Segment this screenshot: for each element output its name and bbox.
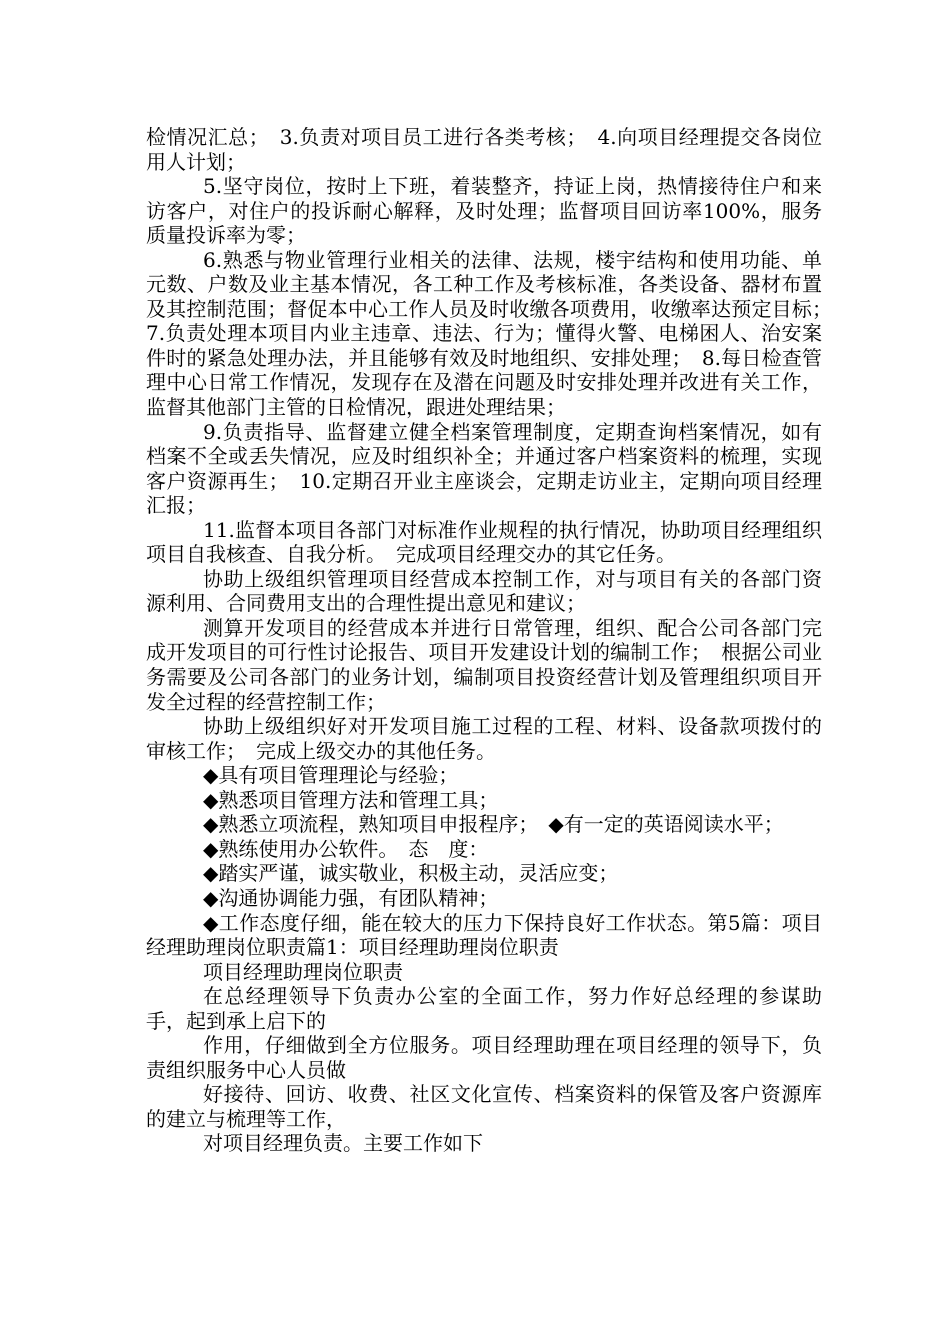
paragraph: 协助上级组织好对开发项目施工过程的工程、材料、设备款项拨付的审核工作； 完成上级交办的其他任务。 xyxy=(146,714,822,763)
paragraph: 11.监督本项目各部门对标准作业规程的执行情况，协助项目经理组织项目自我核查、自我分析。 完成项目经理交办的其它任务。 xyxy=(146,517,822,567)
bullet-item: ◆沟通协调能力强，有团队精神； xyxy=(203,885,499,910)
paragraph: 在总经理领导下负责办公室的全面工作，努力作好总经理的参谋助手，起到承上启下的 xyxy=(146,984,822,1033)
bullet-item: ◆熟悉项目管理方法和管理工具； xyxy=(203,787,499,812)
bullet-item: ◆熟悉立项流程，熟知项目申报程序； ◆有一定的英语阅读水平； xyxy=(203,812,784,837)
paragraph: 5.坚守岗位，按时上下班，着装整齐，持证上岗，热情接待住户和来访客户，对住户的投诉耐心解释，及时处理；监督项目回访率100%，服务质量投诉率为零； xyxy=(146,174,822,248)
document-body xyxy=(146,125,842,1156)
paragraph: 协助上级组织管理项目经营成本控制工作，对与项目有关的各部门资源利用、合同费用支出的合理性提出意见和建议； xyxy=(146,566,822,616)
section-heading: 项目经理助理岗位职责 xyxy=(203,959,403,984)
bullet-item: ◆熟练使用办公软件。 态 度： xyxy=(203,836,489,861)
paragraph: 好接待、回访、收费、社区文化宣传、档案资料的保管及客户资源库的建立与梳理等工作， xyxy=(146,1082,822,1131)
bullet-item: ◆踏实严谨，诚实敬业，积极主动，灵活应变； xyxy=(203,861,619,886)
paragraph: 6.熟悉与物业管理行业相关的法律、法规，楼宇结构和使用功能、单元数、户数及业主基本情况，各工种工作及考核标准，各类设备、器材布置及其控制范围；督促本中心工作人员及时收缴各项费用，收缴率达预定目标； 7.负责处理本项目内业主违章、违法、行为；懂得火警、电梯困人、治安案件时的紧急处理办法，并且能够有效及时地组织、安排处理； 8.每日检查管理中心日常工作情况，发现存在及潜在问题及时安排处理并改进有关工作，监督其他部门主管的日检情况，跟进处理结果； xyxy=(146,247,842,420)
paragraph: 检情况汇总； 3.负责对项目员工进行各类考核； 4.向项目经理提交各岗位用人计划； xyxy=(146,125,822,174)
paragraph: 对项目经理负责。主要工作如下 xyxy=(203,1131,483,1156)
bullet-item: ◆具有项目管理理论与经验； xyxy=(203,763,459,788)
bullet-item: ◆工作态度仔细，能在较大的压力下保持良好工作状态。第5篇：项目经理助理岗位职责篇1：项目经理助理岗位职责 xyxy=(146,910,822,960)
paragraph: 9.负责指导、监督建立健全档案管理制度，定期查询档案情况，如有档案不全或丢失情况，应及时组织补全；并通过客户档案资料的梳理，实现客户资源再生； 10.定期召开业主座谈会，定期走访业主，定期向项目经理汇报； xyxy=(146,419,822,518)
paragraph: 测算开发项目的经营成本并进行日常管理，组织、配合公司各部门完成开发项目的可行性讨论报告、项目开发建设计划的编制工作； 根据公司业务需要及公司各部门的业务计划，编制项目投资经营计划及管理组织项目开发全过程的经营控制工作； xyxy=(146,615,822,714)
paragraph: 作用，仔细做到全方位服务。项目经理助理在项目经理的领导下，负责组织服务中心人员做 xyxy=(146,1033,822,1082)
